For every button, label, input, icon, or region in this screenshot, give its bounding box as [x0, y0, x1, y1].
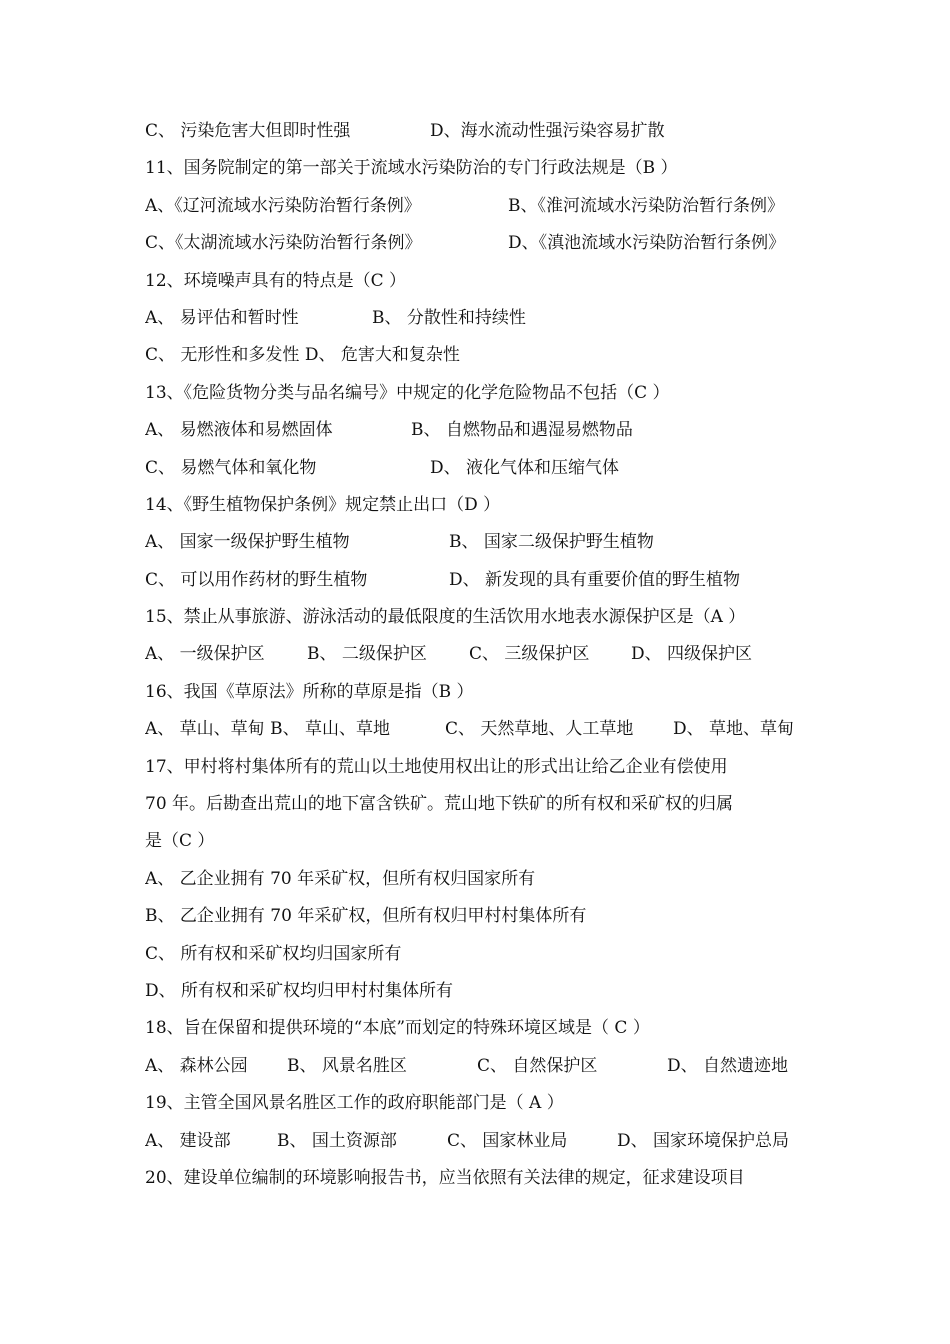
question-18: 18、旨在保留和提供环境的“本底”而划定的特殊环境区域是（ C ） — [145, 1018, 650, 1039]
line-6 — [145, 300, 815, 337]
question-13: 13、《危险货物分类与品名编号》中规定的化学危险物品不包括（C ） — [145, 382, 670, 403]
option-c: C、 所有权和采矿权均归国家所有 — [145, 943, 402, 964]
option-c: C、 三级保护区 — [469, 644, 590, 665]
option-b: B、 乙企业拥有 70 年采矿权，但所有权归甲村村集体所有 — [145, 906, 587, 927]
question-16: 16、我国《草原法》所称的草原是指（B ） — [145, 681, 474, 702]
line-17 — [145, 711, 815, 748]
question-17-cont: 70 年。后勘查出荒山的地下富含铁矿。荒山地下铁矿的所有权和采矿权的归属 — [145, 794, 734, 815]
option-b: B、 国家二级保护野生植物 — [449, 532, 654, 553]
option-d: D、海水流动性强污染容易扩散 — [430, 121, 665, 141]
option-a: A、 一级保护区 — [145, 644, 265, 665]
question-19: 19、主管全国风景名胜区工作的政府职能部门是（ A ） — [145, 1093, 564, 1114]
option-b: B、 二级保护区 — [307, 644, 427, 665]
line-7: C、 无形性和多发性 D、 危害大和复杂性 — [145, 345, 460, 366]
line-13 — [145, 562, 815, 599]
line-1 — [145, 113, 815, 150]
option-a-b: A、 草山、草甸 B、 草山、草地 — [145, 719, 390, 740]
option-c: C、《太湖流域水污染防治暂行条例》 — [145, 233, 422, 254]
line-4 — [145, 225, 815, 262]
option-c: C、 易燃气体和氧化物 — [145, 457, 317, 478]
option-b: B、 分散性和持续性 — [372, 307, 526, 328]
line-26 — [145, 1048, 815, 1085]
line-15 — [145, 636, 815, 673]
question-17-end: 是（C ） — [145, 831, 215, 852]
option-d: D、 草地、草甸 — [673, 719, 795, 740]
line-28 — [145, 1123, 815, 1160]
option-c: C、 污染危害大但即时性强 — [145, 121, 351, 141]
option-b: B、 风景名胜区 — [287, 1055, 407, 1076]
option-d: D、 四级保护区 — [631, 644, 753, 665]
line-10 — [145, 450, 815, 487]
question-17: 17、甲村将村集体所有的荒山以土地使用权出让的形式出让给乙企业有偿使用 — [145, 756, 728, 777]
line-12 — [145, 524, 815, 561]
option-c: C、 自然保护区 — [477, 1055, 598, 1076]
option-d: D、 液化气体和压缩气体 — [430, 457, 620, 478]
question-11: 11、国务院制定的第一部关于流域水污染防治的专门行政法规是（B ） — [145, 158, 678, 179]
option-b: B、 自燃物品和遇湿易燃物品 — [411, 420, 633, 441]
option-d: D、 所有权和采矿权均归甲村村集体所有 — [145, 980, 454, 1001]
option-a: A、《辽河流域水污染防治暂行条例》 — [145, 195, 421, 216]
option-c: C、 可以用作药材的野生植物 — [145, 569, 368, 590]
option-b: B、《淮河流域水污染防治暂行条例》 — [508, 195, 784, 216]
option-a: A、 森林公园 — [145, 1055, 248, 1076]
option-a: A、 国家一级保护野生植物 — [145, 532, 350, 553]
option-a: A、 易评估和暂时性 — [145, 307, 299, 328]
option-d: D、 国家环境保护总局 — [617, 1130, 790, 1151]
option-a: A、 乙企业拥有 70 年采矿权，但所有权归国家所有 — [145, 868, 536, 889]
option-d: D、 新发现的具有重要价值的野生植物 — [449, 569, 741, 590]
line-9 — [145, 412, 815, 449]
question-14: 14、《野生植物保护条例》规定禁止出口（D ） — [145, 494, 501, 515]
option-c: C、 国家林业局 — [447, 1130, 568, 1151]
question-list — [145, 113, 815, 1197]
question-20: 20、建设单位编制的环境影响报告书，应当依照有关法律的规定，征求建设项目 — [145, 1167, 745, 1188]
question-12: 12、环境噪声具有的特点是（C ） — [145, 270, 407, 291]
option-b: B、 国土资源部 — [277, 1130, 397, 1151]
option-c: C、 天然草地、人工草地 — [445, 719, 634, 740]
option-d: D、《滇池流域水污染防治暂行条例》 — [508, 233, 786, 254]
option-a: A、 建设部 — [145, 1130, 231, 1151]
line-3 — [145, 188, 815, 225]
question-15: 15、禁止从事旅游、游泳活动的最低限度的生活饮用水地表水源保护区是（A ） — [145, 607, 746, 628]
option-a: A、 易燃液体和易燃固体 — [145, 420, 333, 441]
option-d: D、 自然遗迹地 — [667, 1055, 789, 1076]
